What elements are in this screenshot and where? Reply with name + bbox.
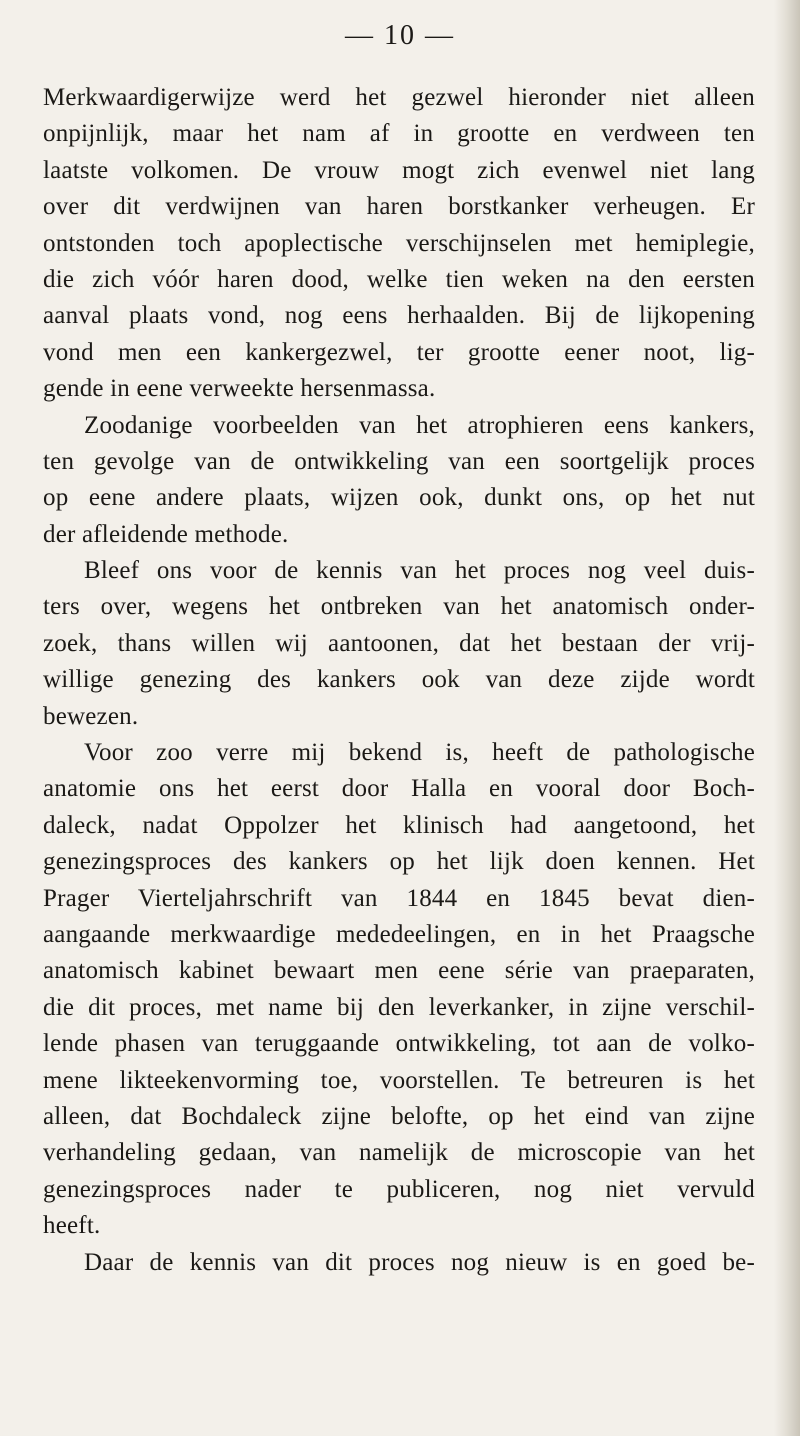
page-number: — 10 — [345,20,455,51]
text-line: vond men een kankergezwel, ter grootte eener noot, lig- [43,338,755,366]
text-line: ten gevolge van de ontwikkeling van een soortgelijk proces [43,447,755,475]
text-line: zoek, thans willen wij aantoonen, dat het bestaan der vrij- [43,629,755,657]
text-line: alleen, dat Bochdaleck zijne belofte, op het eind van zijne [43,1102,755,1130]
text-line: heeft. [43,1212,101,1240]
text-line: Prager Vierteljahrschrift van 1844 en 1845 bevat dien- [43,884,755,912]
text-line: die zich vóór haren dood, welke tien weken na den eersten [43,265,755,293]
text-line: lende phasen van teruggaande ontwikkeling, tot aan de volko- [43,1030,755,1058]
text-line: Voor zoo verre mij bekend is, heeft de pathologische [84,739,755,767]
text-line: Daar de kennis van dit proces nog nieuw is en goed be- [84,1248,755,1276]
text-line: verhandeling gedaan, van namelijk de microscopie van het [43,1139,755,1167]
text-line: Bleef ons voor de kennis van het proces nog veel duis- [84,557,755,585]
text-line: ters over, wegens het ontbreken van het anatomisch onder- [43,593,755,621]
text-line: der afleidende methode. [43,520,289,548]
text-line: Zoodanige voorbeelden van het atrophieren eens kankers, [84,411,755,439]
text-line: genezingsproces des kankers op het lijk doen kennen. Het [43,848,755,876]
text-line: over dit verdwijnen van haren borstkanker verheugen. Er [43,193,755,221]
text-line: laatste volkomen. De vrouw mogt zich evenwel niet lang [43,156,755,184]
text-line: ontstonden toch apoplectische verschijnselen met hemiplegie, [43,229,755,257]
text-line: willige genezing des kankers ook van deze zijde wordt [43,666,755,694]
body-text [43,80,755,1281]
text-line: die dit proces, met name bij den leverkanker, in zijne verschil- [43,993,755,1021]
text-line: genezingsproces nader te publiceren, nog niet vervuld [43,1175,755,1203]
text-line: Merkwaardigerwijze werd het gezwel hieronder niet alleen [43,84,755,111]
text-line: aanval plaats vond, nog eens herhaalden. Bij de lijkopening [43,302,755,330]
text-line: gende in eene verweekte hersenmassa. [43,375,436,403]
text-line: daleck, nadat Oppolzer het klinisch had aangetoond, het [43,811,755,839]
text-line: mene likteekenvorming toe, voorstellen. Te betreuren is het [43,1066,755,1094]
text-line: bewezen. [43,702,139,730]
text-line: op eene andere plaats, wijzen ook, dunkt ons, op het nut [43,484,755,512]
scan-page-edge [774,0,800,1436]
text-line: aangaande merkwaardige mededeelingen, en in het Praagsche [43,920,755,948]
text-line: anatomie ons het eerst door Halla en vooral door Boch- [43,775,755,803]
text-line: onpijnlijk, maar het nam af in grootte en verdween ten [43,120,755,148]
text-line: anatomisch kabinet bewaart men eene série van praeparaten, [43,957,755,985]
